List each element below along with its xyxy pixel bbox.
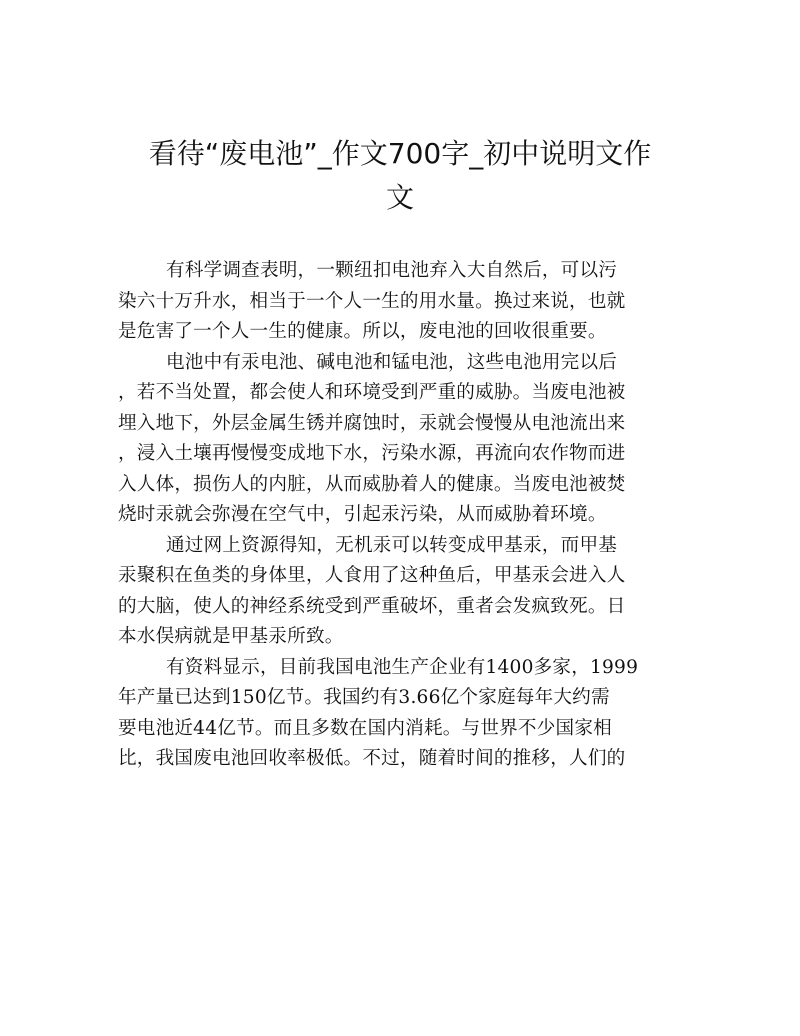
text-line: 本水俣病就是甲基汞所致。 — [118, 626, 344, 647]
title-line-2: 文 — [385, 181, 414, 214]
text-line: ，若不当处置，都会使人和环境受到严重的威胁。当废电池被 — [118, 382, 626, 403]
text-line: 入人体，损伤人的内脏，从而威胁着人的健康。当废电池被焚 — [118, 473, 626, 495]
text-line: 比，我国废电池回收率极低。不过，随着时间的推移，人们的 — [118, 748, 626, 769]
text-line: 烧时汞就会弥漫在空气中，引起汞污染，从而威胁着环境。 — [118, 504, 607, 525]
text-line: 染六十万升水，相当于一个人一生的用水量。换过来说，也就 — [118, 290, 626, 312]
paragraph-1 — [118, 256, 684, 348]
text-line: 要电池近44亿节。而且多数在国内消耗。与世界不少国家相 — [118, 717, 612, 739]
paragraph-4 — [118, 653, 684, 775]
document-title — [118, 132, 682, 220]
text-line: ，浸入土壤再慢慢变成地下水，污染水源，再流向农作物而进 — [118, 443, 626, 464]
text-line: 埋入地下，外层金属生锈并腐蚀时，汞就会慢慢从电池流出来 — [118, 412, 626, 434]
paragraph-3 — [118, 531, 684, 653]
paragraph-2 — [118, 348, 684, 531]
title-line-1: 看待“废电池”_作文700字_初中说明文作 — [148, 137, 652, 170]
text-line: 的大脑，使人的神经系统受到严重破坏，重者会发疯致死。日 — [118, 595, 626, 617]
text-line: 通过网上资源得知，无机汞可以转变成甲基汞，而甲基 — [166, 534, 618, 556]
text-line: 有科学调查表明，一颗纽扣电池弃入大自然后，可以污 — [166, 260, 618, 281]
text-line: 是危害了一个人一生的健康。所以，废电池的回收很重要。 — [118, 321, 607, 342]
text-line: 有资料显示，目前我国电池生产企业有1400多家，1999 — [166, 656, 639, 678]
text-line: 汞聚积在鱼类的身体里，人食用了这种鱼后，甲基汞会进入人 — [118, 565, 626, 586]
text-line: 年产量已达到150亿节。我国约有3.66亿个家庭每年大约需 — [118, 687, 610, 708]
text-line: 电池中有汞电池、碱电池和锰电池，这些电池用完以后 — [166, 351, 618, 373]
document-body — [118, 256, 684, 775]
